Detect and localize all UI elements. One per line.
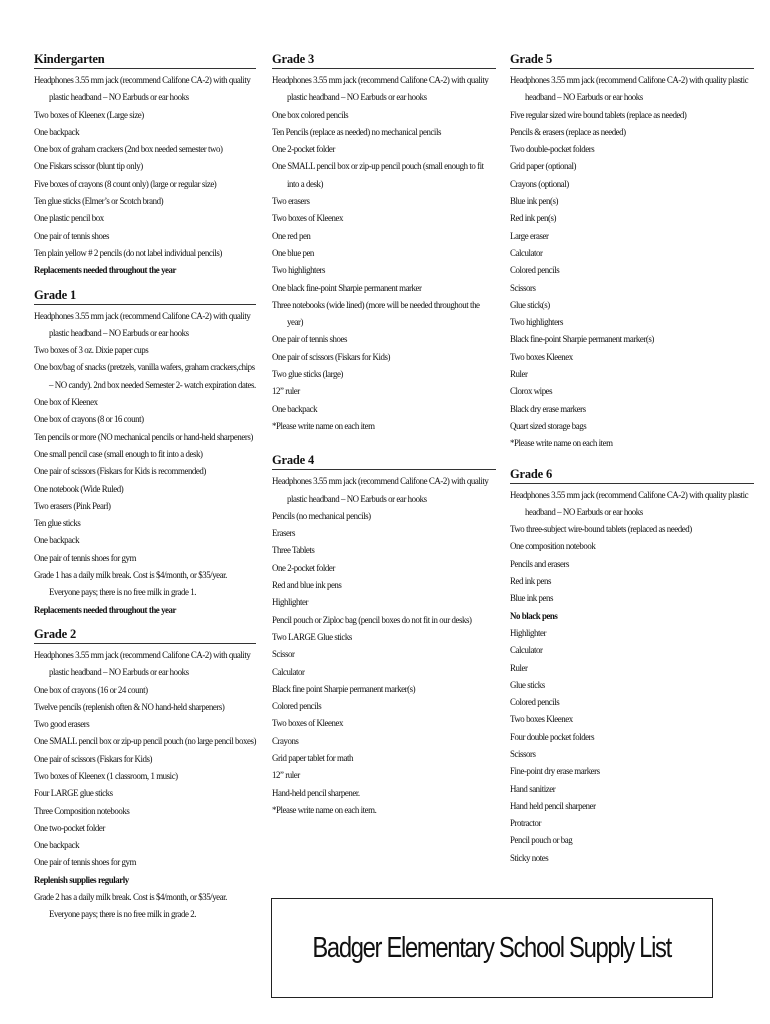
section-kindergarten [34, 52, 256, 280]
supply-item: Replenish supplies regularly [34, 874, 129, 885]
supply-item: One blue pen [272, 247, 314, 258]
supply-item: Replacements needed throughout the year [34, 604, 177, 615]
supply-item: One box colored pencils [272, 109, 349, 120]
supply-list [272, 473, 496, 819]
supply-item: Two boxes Kleenex [510, 714, 573, 725]
supply-item: Two good erasers [34, 719, 90, 730]
supply-item: Headphones 3.55 mm jack (recommend Califone CA-2) with quality plastic headband – NO Earbuds or ear hooks [34, 310, 251, 338]
supply-item: One red pen [272, 230, 311, 241]
supply-item: Two erasers (Pink Pearl) [34, 500, 111, 511]
supply-item: Pencils (no mechanical pencils) [272, 510, 371, 521]
supply-item: Colored pencils [272, 701, 322, 712]
supply-item: Calculator [510, 247, 543, 258]
supply-item: Pencils and erasers [510, 558, 569, 569]
supply-item: One box of graham crackers (2nd box needed semester two) [34, 144, 223, 155]
supply-item: Scissors [510, 282, 536, 293]
section-title: Grade 3 [272, 52, 496, 69]
section-grade-3 [272, 52, 496, 435]
supply-item: One box of crayons (8 or 16 count) [34, 414, 144, 425]
supply-item: Sticky notes [510, 852, 549, 863]
supply-item: One SMALL pencil box or zip-up pencil pouch (small enough to fit into a desk) [272, 161, 484, 189]
supply-item: Two boxes of Kleenex (1 classroom, 1 music) [34, 770, 178, 781]
supply-item: Crayons [272, 735, 299, 746]
supply-item: Grid paper tablet for math [272, 752, 353, 763]
supply-item: Large eraser [510, 230, 549, 241]
supply-item: Ten glue sticks [34, 518, 81, 529]
supply-item: Two LARGE Glue sticks [272, 631, 352, 642]
supply-list [272, 72, 496, 435]
supply-item: One box of crayons (16 or 24 count) [34, 684, 148, 695]
supply-item: Ten plain yellow # 2 pencils (do not label individual pencils) [34, 247, 222, 258]
supply-item: Highlighter [272, 597, 308, 608]
supply-item: Highlighter [510, 627, 546, 638]
supply-item: One pair of scissors (Fiskars for Kids) [34, 753, 153, 764]
supply-item: One 2-pocket folder [272, 562, 335, 573]
supply-item: One Fiskars scissor (blunt tip only) [34, 161, 143, 172]
supply-list [34, 647, 256, 924]
supply-item: Headphones 3.55 mm jack (recommend Califone CA-2) with quality plastic headband – NO Earbuds or ear hooks [34, 75, 251, 103]
column-middle [272, 52, 496, 819]
supply-item: One backpack [272, 403, 318, 414]
supply-item: Red ink pen(s) [510, 213, 556, 224]
supply-item: One backpack [34, 126, 80, 137]
supply-item: Hand-held pencil sharpener. [272, 787, 360, 798]
supply-item: Two erasers [272, 196, 310, 207]
supply-item: One pair of tennis shoes for gym [34, 552, 136, 563]
supply-item: Clorox wipes [510, 386, 553, 397]
supply-item: Headphones 3.55 mm jack (recommend Califone CA-2) with quality plastic headband – NO Earbuds or ear hooks [34, 649, 251, 678]
column-right [510, 52, 754, 867]
supply-item: One pair of tennis shoes for gym [34, 857, 136, 868]
supply-item: Headphones 3.55 mm jack (recommend Califone CA-2) with quality plastic headband – NO Earbuds or ear hooks [272, 75, 489, 103]
section-title: Grade 4 [272, 453, 496, 470]
supply-item: One box/bag of snacks (pretzels, vanilla wafers, graham crackers,chips – NO candy). 2nd box needed Semester 2- watch expiration dates. [34, 362, 256, 390]
supply-item: One black fine-point Sharpie permanent marker [272, 282, 422, 293]
supply-item: One SMALL pencil box or zip-up pencil pouch (no large pencil boxes) [34, 736, 256, 747]
supply-item: Grid paper (optional) [510, 161, 576, 172]
supply-item: One pair of tennis shoes [34, 230, 109, 241]
supply-item: Blue ink pens [510, 593, 553, 604]
supply-item: Replacements needed throughout the year [34, 265, 177, 276]
section-grade-4 [272, 453, 496, 819]
supply-item: Red ink pens [510, 576, 551, 587]
supply-item: Twelve pencils (replenish often & NO hand-held sharpeners) [34, 701, 225, 712]
supply-item: Headphones 3.55 mm jack (recommend Califone CA-2) with quality plastic headband – NO Earbuds or ear hooks [272, 476, 489, 504]
supply-item: Ten Pencils (replace as needed) no mechanical pencils [272, 126, 441, 137]
supply-item: *Please write name on each item. [272, 804, 377, 815]
supply-item: One box of Kleenex [34, 397, 98, 408]
supply-item: Hand sanitizer [510, 783, 556, 794]
supply-item: One pair of scissors (Fiskars for Kids) [272, 351, 391, 362]
section-grade-6 [510, 467, 754, 868]
supply-item: One composition notebook [510, 541, 596, 552]
supply-item: Crayons (optional) [510, 178, 569, 189]
supply-item: Pencils & erasers (replace as needed) [510, 126, 626, 137]
supply-item: Colored pencils [510, 697, 560, 708]
section-grade-2 [34, 627, 256, 924]
supply-item: One notebook (Wide Ruled) [34, 483, 124, 494]
supply-item: *Please write name on each item [272, 420, 375, 431]
supply-item: 12” ruler [272, 770, 300, 781]
section-title: Grade 2 [34, 627, 256, 644]
supply-list [510, 487, 754, 868]
column-left [34, 52, 256, 924]
supply-item: Two boxes of Kleenex [272, 718, 343, 729]
supply-item: One two-pocket folder [34, 822, 105, 833]
supply-item: Glue sticks [510, 679, 545, 690]
supply-item: Erasers [272, 528, 295, 539]
supply-item: Two boxes of Kleenex [272, 213, 343, 224]
supply-item: One small pencil case (small enough to fit into a desk) [34, 448, 203, 459]
supply-item: One backpack [34, 840, 80, 851]
supply-list [34, 72, 256, 280]
supply-item: Scissor [272, 649, 295, 660]
supply-item: One backpack [34, 535, 80, 546]
page-title: Badger Elementary School Supply List [312, 931, 672, 964]
supply-item: Scissors [510, 748, 536, 759]
supply-item: One 2-pocket folder [272, 144, 335, 155]
supply-item: Headphones 3.55 mm jack (recommend Califone CA-2) with quality plastic headband – NO Earbuds or ear hooks [510, 75, 749, 103]
supply-item: Black fine point Sharpie permanent marker(s) [272, 683, 416, 694]
supply-item: One plastic pencil box [34, 213, 104, 224]
supply-item: Black dry erase markers [510, 403, 586, 414]
supply-item: Fine-point dry erase markers [510, 766, 600, 777]
supply-item: Pencil pouch or Ziploc bag (pencil boxes do not fit in our desks) [272, 614, 472, 625]
supply-item: Hand held pencil sharpener [510, 800, 596, 811]
supply-item: Four double pocket folders [510, 731, 595, 742]
supply-item: Ruler [510, 369, 528, 380]
supply-item: Headphones 3.55 mm jack (recommend Califone CA-2) with quality plastic headband – NO Earbuds or ear hooks [510, 489, 749, 517]
supply-item: Protractor [510, 818, 541, 829]
supply-item: Three Composition notebooks [34, 805, 130, 816]
section-title: Grade 6 [510, 467, 754, 484]
supply-item: Five boxes of crayons (8 count only) (large or regular size) [34, 178, 217, 189]
section-title: Grade 5 [510, 52, 754, 69]
supply-item: Colored pencils [510, 265, 560, 276]
section-grade-5 [510, 52, 754, 453]
supply-item: Two glue sticks (large) [272, 369, 343, 380]
supply-item: Ten pencils or more (NO mechanical pencils or hand-held sharpeners) [34, 431, 253, 442]
supply-item: Two double-pocket folders [510, 144, 595, 155]
supply-item: Quart sized storage bags [510, 420, 587, 431]
supply-item: Grade 1 has a daily milk break. Cost is $4/month, or $35/year. Everyone pays; there is no free milk in grade 1. [34, 570, 227, 598]
title-box [271, 898, 713, 998]
supply-item: Pencil pouch or bag [510, 835, 573, 846]
supply-item: Five regular sized wire bound tablets (replace as needed) [510, 109, 687, 120]
section-title: Grade 1 [34, 288, 256, 305]
supply-item: Black fine-point Sharpie permanent marker(s) [510, 334, 654, 345]
supply-item: Two boxes Kleenex [510, 351, 573, 362]
supply-item: One pair of tennis shoes [272, 334, 347, 345]
section-grade-1 [34, 288, 256, 619]
supply-item: Glue stick(s) [510, 299, 550, 310]
supply-item: Four LARGE glue sticks [34, 788, 113, 799]
supply-item: Ten glue sticks (Elmer’s or Scotch brand) [34, 196, 164, 207]
supply-item: Red and blue ink pens [272, 580, 342, 591]
supply-item: Ruler [510, 662, 528, 673]
supply-item: Two boxes of 3 oz. Dixie paper cups [34, 345, 149, 356]
supply-list [510, 72, 754, 453]
supply-item: Grade 2 has a daily milk break. Cost is $4/month, or $35/year. Everyone pays; there is no free milk in grade 2. [34, 892, 227, 920]
supply-item: *Please write name on each item [510, 438, 613, 449]
supply-list [34, 308, 256, 619]
supply-item: 12” ruler [272, 386, 300, 397]
supply-item: Two highlighters [272, 265, 326, 276]
supply-item: One pair of scissors (Fiskars for Kids is recommended) [34, 466, 206, 477]
supply-item: Three notebooks (wide lined) (more will be needed throughout the year) [272, 299, 480, 328]
section-title: Kindergarten [34, 52, 256, 69]
supply-item: No black pens [510, 610, 558, 621]
supply-item: Two highlighters [510, 317, 564, 328]
supply-item: Three Tablets [272, 545, 315, 556]
supply-item: Calculator [510, 645, 543, 656]
supply-item: Two three-subject wire-bound tablets (replaced as needed) [510, 524, 692, 535]
supply-item: Calculator [272, 666, 305, 677]
supply-item: Two boxes of Kleenex (Large size) [34, 109, 144, 120]
supply-item: Blue ink pen(s) [510, 196, 558, 207]
